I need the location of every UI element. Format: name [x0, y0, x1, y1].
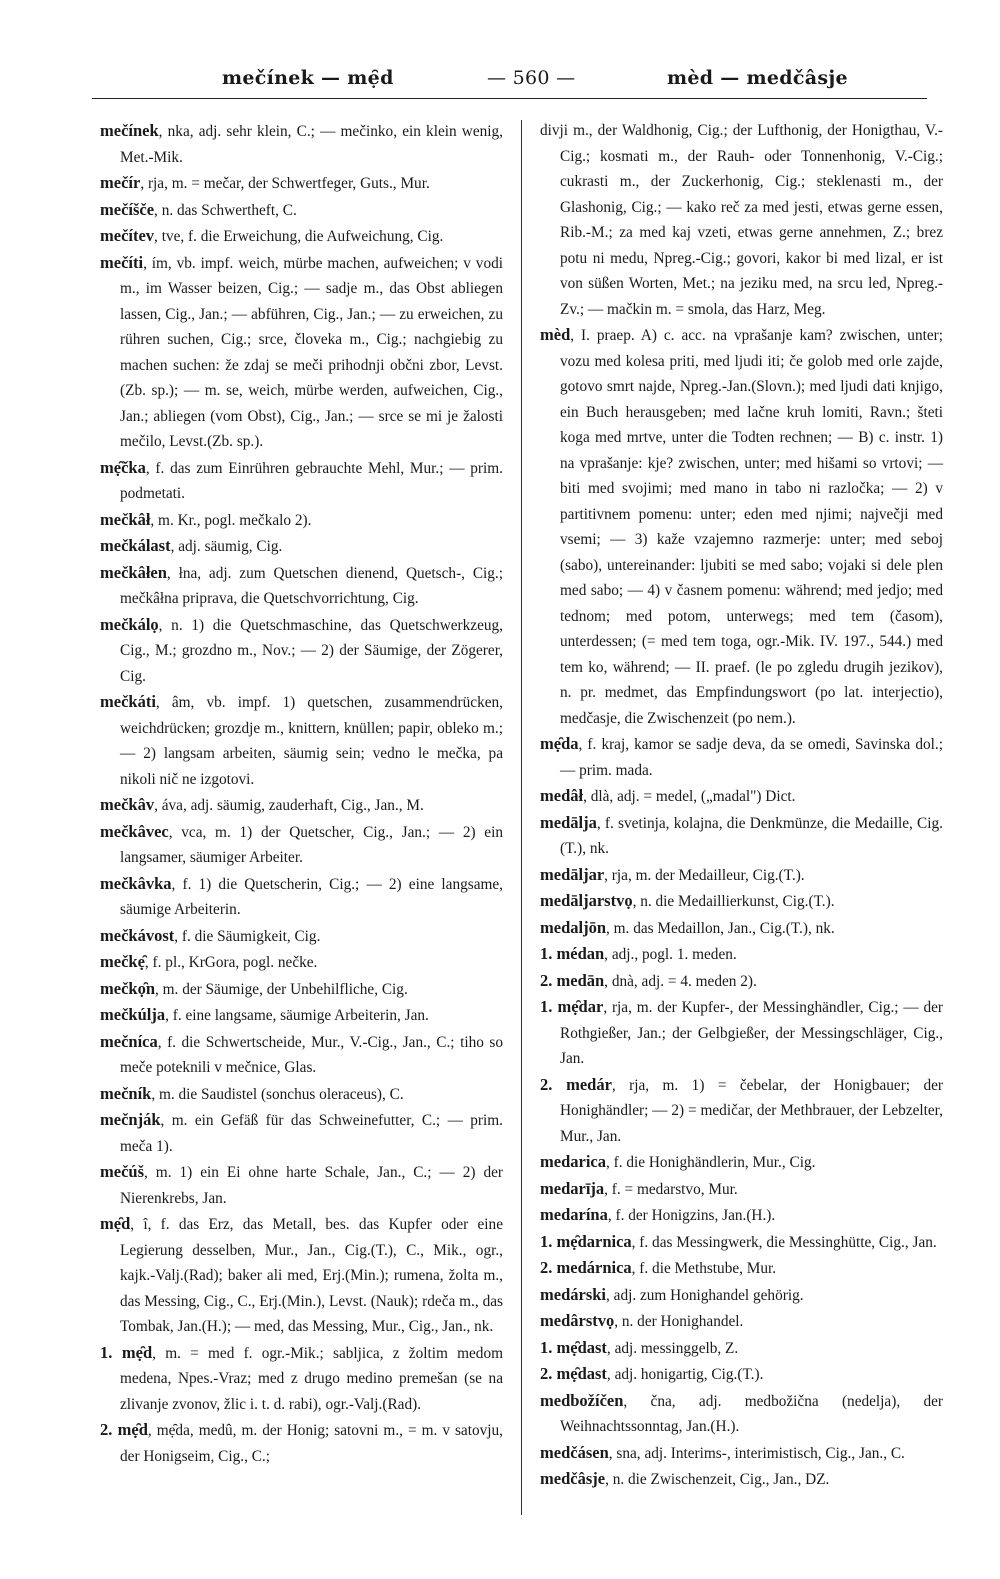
entry-headword: mẹ̑čka [100, 457, 146, 477]
dictionary-entry [100, 170, 503, 197]
entry-definition: , nka, adj. sehr klein, C.; — mečinko, ein klein wenig, Met.-Mik. [120, 123, 503, 166]
dictionary-entry [100, 976, 503, 1003]
dictionary-entry [100, 455, 503, 507]
entry-headword: medāljar [540, 864, 605, 884]
dictionary-entry [540, 1308, 943, 1335]
entry-headword: 2. medān [540, 970, 605, 990]
entry-headword: mečír [100, 173, 141, 192]
dictionary-entry [100, 118, 503, 170]
entry-headword: mečkâł [100, 509, 151, 529]
dictionary-entry [540, 783, 943, 810]
dictionary-entry [540, 1202, 943, 1229]
entry-headword: mečkâv [100, 795, 155, 814]
entry-definition: divji m., der Waldhonig, Cig.; der Lufthonig, der Honigthau, V.-Cig.; kosmati m., der Rauh- oder Tonnenhonig, V.-Cig.; cukrasti m., der Zuckerhonig, Cig.; steklenasti m., der Glashonig, Cig.; — kako reč za med jesti, etwas gerne essen, Rib.-M.; za med kaj vzeti, etwas gerne annehmen, Z.; brez potu ni medu, Npreg.-Cig.; govori, kakor bi med lizal, er ist von süßen Worten, Met.; na jeziku med, na srcu led, Npreg.-Zv.; — mačkin m. = smola, das Harz, Meg. [540, 122, 943, 318]
entry-headword: medčásen [540, 1442, 609, 1462]
entry-definition: , łna, adj. zum Quetschen dienend, Quetsch-, Cig.; mečkâłna priprava, die Quetschvorrichtung, Cig. [120, 564, 503, 607]
entry-definition: , n. das Schwertheft, C. [154, 201, 297, 219]
dictionary-entry [540, 1282, 943, 1309]
entry-definition: , m. Kr., pogl. mečkalo 2). [150, 511, 312, 529]
entry-headword: mečkálast [100, 536, 171, 555]
dictionary-entry [540, 1072, 943, 1150]
dictionary-entry [100, 1159, 503, 1211]
entry-definition: , rja, m. der Kupfer-, der Messinghändler, Cig.; — der Rothgießer, Jan.; der Gelbgießer, der Messingschläger, Cig., Jan. [560, 999, 943, 1067]
entry-headword: 1. mẹ̑dar [540, 997, 604, 1016]
entry-definition: , f. das zum Einrühren gebrauchte Mehl, Mur.; — prim. podmetati. [120, 459, 503, 502]
header-right-guide-words: mèd — medčâsje [667, 67, 848, 89]
entry-definition: , f. die Säumigkeit, Cig. [174, 927, 321, 945]
entry-headword: mečínek [100, 121, 159, 140]
entry-definition: , âm, vb. impf. 1) quetschen, zusammendrücken, weichdrücken; grozdje m., knittern, knüllen; papir, obleko m.; — 2) langsam arbeiten, säumig sein; vedno le mečka, pa nikoli nič ne izgotovi. [120, 694, 503, 788]
entry-definition: , m. = med f. ogr.-Mik.; sabljica, z žoltim medom medena, Npes.-Vraz; med z drugo medino premešan (se na zlivanje zvonov, žlic i. t. d. rabi), ogr.-Valj.(Rad). [120, 1344, 503, 1413]
dictionary-entry [540, 994, 943, 1072]
entry-definition: , adj. säumig, Cig. [170, 538, 283, 555]
entry-headword: mečkáti [100, 692, 156, 711]
right-column [540, 118, 943, 1493]
entry-headword: 1. mẹ̑darnica [540, 1231, 632, 1251]
entry-definition: , f. = medarstvo, Mur. [604, 1180, 738, 1198]
entry-headword: 1. mẹ̑dast [540, 1337, 607, 1357]
entry-definition: , m. 1) ein Ei ohne harte Schale, Jan., C.; — 2) der Nierenkrebs, Jan. [120, 1164, 503, 1207]
entry-headword: mečíti [100, 252, 144, 272]
entry-definition: , vca, m. 1) der Quetscher, Cig., Jan.; — 2) ein langsamer, säumiger Arbeiter. [120, 823, 503, 866]
dictionary-entry [100, 1417, 503, 1469]
entry-definition: , adj. zum Honighandel gehörig. [606, 1286, 804, 1304]
entry-definition: , n. der Honighandel. [614, 1313, 744, 1330]
entry-headword: 2. medárnica [540, 1258, 632, 1277]
entry-definition: , rja, m. = mečar, der Schwertfeger, Guts., Mur. [140, 175, 430, 192]
dictionary-entry [540, 1176, 943, 1203]
entry-headword: 2. medár [540, 1074, 612, 1094]
entry-headword: 2. mẹ̑d [100, 1420, 148, 1439]
dictionary-entry [540, 731, 943, 783]
entry-definition: , dnà, adj. = 4. meden 2). [604, 972, 757, 990]
entry-definition: , rja, m. der Medailleur, Cig.(T.). [604, 866, 805, 884]
dictionary-entry [100, 507, 503, 534]
entry-headword: medarína [540, 1205, 608, 1224]
entry-definition: , î, f. das Erz, das Metall, bes. das Kupfer oder eine Legierung desselben, Mur., Jan., Cig.(T.), C., Mik., ogr., kajk.-Valj.(Rad); baker ali med, Erj.(Min.); rumena, žolta m., das Messing, Cig., C., Erj.(Min.), Levst. (Nauk); rdeča m., das Tombak, Jan.(H.); — med, das Messing, Mur., Cig., Jan., nk. [120, 1216, 503, 1335]
dictionary-entry [540, 1388, 943, 1440]
entry-headword: mečkâłen [100, 562, 167, 582]
entry-headword: medarica [540, 1152, 606, 1171]
dictionary-entry [100, 612, 503, 690]
entry-headword: mečník [100, 1083, 152, 1103]
dictionary-entry [540, 1466, 943, 1493]
entry-definition: , f. eine langsame, säumige Arbeiterin, Jan. [165, 1007, 429, 1024]
entry-definition: , adj. honigartig, Cig.(T.). [606, 1366, 764, 1383]
entry-definition: , čna, adj. medbožična (nedelja), der Weihnachtssonntag, Jan.(H.). [560, 1392, 943, 1435]
entry-definition: , f. die Honighändlerin, Mur., Cig. [605, 1154, 816, 1171]
entry-headword: mẹ̑da [540, 734, 579, 753]
entry-definition: , n. die Medaillierkunst, Cig.(T.). [632, 893, 835, 910]
entry-definition: , sna, adj. Interims-, interimistisch, Cig., Jan., C. [608, 1444, 905, 1462]
entry-headword: mečkávost [100, 925, 175, 945]
dictionary-entry [100, 689, 503, 792]
dictionary-entry [540, 810, 943, 862]
entry-headword: medāljarstvọ [540, 891, 633, 910]
dictionary-entry [100, 1340, 503, 1418]
entry-headword: medčâsje [540, 1469, 606, 1488]
entry-definition: , m. der Säumige, der Unbehilfliche, Cig. [155, 980, 408, 998]
entry-definition: , f. 1) die Quetscherin, Cig.; — 2) eine langsame, säumige Arbeiterin. [120, 875, 503, 918]
entry-headword: mẹ̑d [100, 1214, 131, 1233]
column-divider [521, 120, 522, 1515]
entry-headword: mečítev [100, 226, 155, 245]
entry-headword: mečíšče [100, 199, 155, 219]
header-left-guide-words: mečínek — mẹ̑d [222, 67, 394, 89]
entry-definition: , ím, vb. impf. weich, mürbe machen, aufweichen; v vodi m., im Wasser beizen, Cig.; — sadje m., das Obst abliegen lassen, Cig., Jan.; — abführen, Cig., Jan.; — zu erweichen, zu rühren suchen, Cig.; srce, človeka m., Cig.; nachgiebig zu machen suchen: že zdaj se meči prihodnji občni zbor, Levst. (Zb. sp.); — m. se, weich, mürbe werden, aufweichen, Cig., Jan.; abliegen (vom Obst), Cig., Jan.; — srce se mi je žalosti mečilo, Levst.(Zb. sp.). [120, 254, 503, 450]
dictionary-entry [100, 1002, 503, 1029]
entry-headword: medaljōn [540, 917, 606, 937]
dictionary-entry [540, 862, 943, 889]
dictionary-entry [100, 792, 503, 819]
entry-definition: , áva, adj. säumig, zauderhaft, Cig., Jan., M. [154, 797, 424, 814]
dictionary-entry [540, 888, 943, 915]
dictionary-entry [100, 1107, 503, 1159]
entry-definition: , f. kraj, kamor se sadje deva, da se omedi, Savinska dol.; — prim. mada. [560, 736, 943, 779]
dictionary-entry [540, 1440, 943, 1467]
entry-definition: , n. 1) die Quetschmaschine, das Quetschwerkzeug, Cig., M.; grozdno m., Nov.; — 2) der Säumige, der Zögerer, Cig. [120, 616, 503, 685]
entry-definition: , f. die Schwertscheide, Mur., V.-Cig., Jan., C.; tiho so meče poteknili v mečnice, Glas. [120, 1033, 503, 1076]
entry-definition: , f. pl., KrGora, pogl. nečke. [144, 954, 318, 971]
dictionary-entry [540, 118, 943, 322]
entry-definition: , f. svetinja, kolajna, die Denkmünze, die Medaille, Cig.(T.), nk. [560, 814, 943, 857]
page-number: — 560 — [487, 67, 576, 89]
dictionary-entry [100, 533, 503, 560]
entry-definition: , f. die Methstube, Mur. [631, 1260, 777, 1277]
entry-definition: , I. praep. A) c. acc. na vprašanje kam? zwischen, unter; vozu med kolesa priti, med ljudi iti; če golob med orle zajde, gotovo smrt najde, Npreg.-Jan.(Slovn.); med ljudi dati knjigo, ein Buch herausgeben; med lačne kruh lomiti, Ravn.; šteti koga med mrtve, unter die Todten rechnen; — B) c. instr. 1) na vprašanje: kje? zwischen, unter; med hišami so vrtovi; — biti med svojimi; med mano in tabo ni razločka; — 2) v partitivnem pomenu: unter; eden med njimi; največji med vsemi; — 3) kaže vzajemno razmerje: unter; med seboj (sabo), untereinander: ljubiti se med sabo; vojaki si dele plen med sabo; — 4) v časnem pomenu: während; med jedjo; med tednom; med potom, unterwegs; med tem (časom), unterdessen; (= med tem toga, ogr.-Mik. IV. 197., 544.) med tem ko, während; — II. praef. (le po zgledu drugih jezikov), n. pr. medmet, das Empfindungswort (po lat. interjectio), medčasje, die Zwischenzeit (po nem.). [560, 327, 943, 727]
entry-definition: , adj. messinggelb, Z. [606, 1339, 739, 1357]
entry-definition: , adj., pogl. 1. meden. [604, 946, 737, 963]
entry-definition: , rja, m. 1) = čebelar, der Honigbauer; der Honighändler; — 2) = medičar, der Methbrauer, der Lebzelter, Mur., Jan. [560, 1076, 943, 1145]
entry-headword: medālja [540, 812, 597, 832]
dictionary-entry [100, 949, 503, 976]
dictionary-entry [540, 1229, 943, 1256]
dictionary-entry [540, 968, 943, 995]
entry-headword: mečkúlja [100, 1005, 166, 1024]
dictionary-entry [540, 1335, 943, 1362]
entry-definition: , n. die Zwischenzeit, Cig., Jan., DZ. [605, 1471, 830, 1488]
entry-headword: mečúš [100, 1162, 144, 1181]
entry-headword: mečkẹ̑ [100, 952, 145, 971]
entry-definition: , m. die Saudistel (sonchus oleraceus), C. [151, 1085, 404, 1103]
entry-definition: , f. der Honigzins, Jan.(H.). [607, 1207, 776, 1224]
entry-headword: 2. mẹ̑dast [540, 1364, 607, 1383]
entry-definition: , dlà, adj. = medel, („madal") Dict. [583, 788, 796, 805]
entry-definition: , f. das Messingwerk, die Messinghütte, Cig., Jan. [631, 1233, 937, 1251]
running-header [92, 62, 927, 99]
dictionary-entry [100, 1211, 503, 1340]
entry-headword: medâł [540, 786, 584, 805]
dictionary-entry [540, 941, 943, 968]
dictionary-entry [540, 1255, 943, 1282]
entry-headword: mečníca [100, 1031, 158, 1051]
entry-headword: mečkâvec [100, 821, 169, 841]
entry-headword: 1. mẹ̑d [100, 1342, 153, 1362]
entry-headword: mèd [540, 325, 571, 344]
dictionary-entry [100, 223, 503, 250]
dictionary-entry [540, 1361, 943, 1388]
dictionary-entry [100, 923, 503, 950]
entry-headword: mečnják [100, 1110, 161, 1129]
dictionary-entry [540, 1149, 943, 1176]
dictionary-entry [100, 197, 503, 224]
entry-definition: , tve, f. die Erweichung, die Aufweichung, Cig. [154, 228, 444, 245]
dictionary-entry [100, 560, 503, 612]
entry-definition: , mẹ̑da, medû, m. der Honig; satovni m., = m. v satovju, der Honigseim, Cig., C.; [120, 1422, 503, 1465]
dictionary-entry [540, 915, 943, 942]
dictionary-entry [100, 871, 503, 923]
entry-headword: medárski [540, 1284, 606, 1304]
entry-headword: medbožíčen [540, 1390, 624, 1410]
dictionary-entry [100, 1029, 503, 1081]
entry-headword: medarīja [540, 1178, 605, 1198]
entry-definition: , m. ein Gefäß für das Schweinefutter, C.; — prim. meča 1). [120, 1112, 503, 1155]
entry-headword: mečkâvka [100, 873, 172, 893]
entry-headword: medârstvọ [540, 1311, 615, 1330]
entry-headword: 1. médan [540, 944, 605, 963]
entry-headword: mečkọ̑n [100, 978, 155, 998]
dictionary-entry [100, 1081, 503, 1108]
entry-headword: mečkálọ [100, 614, 159, 634]
dictionary-entry [540, 322, 943, 731]
dictionary-entry [100, 250, 503, 455]
dictionary-entry [100, 819, 503, 871]
entry-definition: , m. das Medaillon, Jan., Cig.(T.), nk. [606, 919, 835, 937]
left-column [100, 118, 503, 1469]
